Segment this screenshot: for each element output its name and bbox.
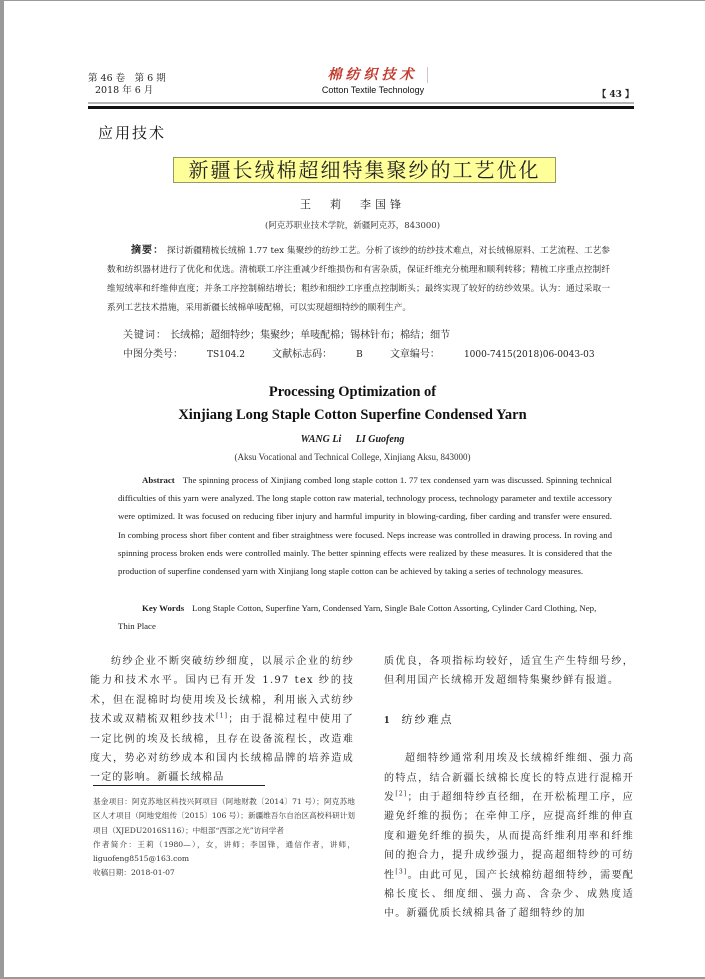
- keywords-en: [118, 599, 612, 635]
- footnote-author-bio: 作者简介：王莉（1980—），女，讲师；李国锋，通信作者，讲师，liguofeng8515@163.com: [93, 839, 355, 864]
- issue-date: 2018 年 6 月: [95, 85, 154, 96]
- abstract-cn-label: 摘要：: [131, 245, 165, 256]
- authors-cn: 王 莉 李国锋: [300, 198, 405, 211]
- journal-logo: 棉纺织技术: [318, 67, 428, 83]
- body-text: 纺纱企业不断突破纺纱细度，以展示企业的纺纱能力和技术水平。国内已有开发 1.97 tex 纱的技术，但在混棉时均使用埃及长绒棉，利用嵌入式纺纱技术或双精梳双粗纱技术: [90, 656, 354, 726]
- authors-en: [0, 434, 705, 445]
- keywords-cn-text: 长绒棉；超细特纱；集聚纱；单唛配棉；锡林针布；棉结；细节: [170, 330, 451, 341]
- body-text: ；由于超细特纱直径细，在开松梳理工序，应避免纤维的损伤；在牵伸工序，应提高纤维的伸直度和避免纤维的损失，从而提高纤维利用率和纤维间的抱合力，提升成纱强力，提高超细特纱的可纺性: [384, 792, 635, 881]
- abstract-en-label: Abstract: [142, 475, 175, 485]
- article-no: [390, 349, 595, 360]
- footnote-received: 收稿日期：2018-01-07: [93, 868, 175, 878]
- keywords-en-label: Key Words: [142, 603, 185, 613]
- page-number: 【 43 】: [597, 90, 634, 100]
- volume-issue: 第 46 卷 第 6 期: [88, 73, 166, 84]
- section-heading: [384, 710, 634, 730]
- keywords-cn-label: 关键词：: [123, 330, 167, 341]
- article-no-value: 1000-7415(2018)06-0043-03: [463, 350, 595, 360]
- title-en-line2: Xinjiang Long Staple Cotton Superfine Condensed Yarn: [178, 407, 527, 423]
- classification-line: [123, 346, 613, 364]
- footnote-funding: 基金项目：阿克苏地区科技兴阿项目（阿地财教〔2014〕71 号）；阿克苏地区人才项目（阿地党组传〔2015〕106 号）；新疆维吾尔自治区高校科研计划项目（XJEDU2016S116）；中组部“西部之光”访问学者: [93, 797, 355, 835]
- header-rule-thick: [88, 106, 634, 109]
- issue-info: [88, 73, 166, 97]
- body-paragraph: [384, 749, 634, 924]
- journal-masthead: [318, 67, 428, 96]
- section-tag: 应用技术: [98, 124, 167, 142]
- body-text: 。由此可见，国产长绒棉纺超细特纱，需要配棉长度长、细度细、强力高、含杂少、成熟度适中。新疆优质长绒棉具备了超细特纱的加: [384, 869, 634, 920]
- abstract-en-text: The spinning process of Xinjiang combed long staple cotton 1. 77 tex condensed yarn was discussed. Spinning technical difficulties of this yarn were analyzed. The long staple cotton raw material, technology process, technology parameter and textile accessory were optimized. It was focused on reducing fiber injury and harmful impurity in blowing-carding, fiber carding and transfer were ensured. In combing process short fiber content and fiber straightness were focused. Neps increase was controlled in drawing process. In roving and spinning process broken ends were controlled mainly. The better spinning effects were realized by these measures. It is considered that the production of superfine condensed yarn with Xinjiang long staple cotton can be achieved by taking a series of technology measures.: [118, 475, 612, 577]
- journal-name-en: Cotton Textile Technology: [321, 85, 425, 95]
- footnote-divider: [93, 785, 265, 786]
- clc-value: TS104.2: [207, 350, 245, 360]
- header-rule-thin: [88, 102, 634, 104]
- clc: [123, 349, 245, 360]
- author-en: LI Guofeng: [355, 434, 405, 445]
- author-en: WANG Li: [300, 434, 342, 445]
- body-paragraph: 质优良，各项指标均较好，适宜生产生特细号纱，但利用国产长绒棉开发超细特集聚纱鲜有报道。: [384, 656, 634, 687]
- body-column-right: [384, 652, 634, 924]
- viewer-border-top: [0, 0, 705, 1]
- section-title: 纺纱难点: [401, 712, 454, 726]
- body-text: ；由于混棉过程中使用了一定比例的埃及长绒棉，且存在设备流程长，改造难度大，势必对纺纱成本和国内长绒棉品牌的培养造成一定的影响。新疆长绒棉品: [90, 714, 354, 784]
- citation-ref[interactable]: [2]: [395, 790, 408, 798]
- abstract-en: [118, 471, 612, 580]
- citation-ref[interactable]: [1]: [216, 712, 229, 720]
- article-title-cn: 新疆长绒棉超细特集聚纱的工艺优化: [173, 157, 556, 183]
- abstract-cn-text: 探讨新疆精梳长绒棉 1.77 tex 集聚纱的纺纱工艺。分析了该纱的纺纱技术难点，对长绒棉原料、工艺流程、工艺参数和纺织器材进行了优化和优选。清梳联工序注重减少纤维损伤和有害杂质，保证纤维充分梳理和顺利转移；精梳工序重点控制纤维短绒率和纤维伸直度；并条工序控制棉结增长；粗纱和细纱工序重点控制断头；最终实现了较好的纺纱效果。认为：通过采取一系列工艺技术措施，采用新疆长绒棉单唛配棉，可以实现超细特纱的顺利生产。: [107, 246, 610, 313]
- body-column-left: [90, 652, 354, 788]
- section-number: 1: [384, 713, 392, 726]
- doc-code-value: B: [356, 350, 363, 360]
- body-paragraph: [90, 652, 354, 788]
- abstract-cn: [107, 241, 610, 318]
- affiliation-cn: (阿克苏职业技术学院，新疆阿克苏，843000): [264, 221, 441, 231]
- keywords-cn: [123, 327, 613, 345]
- article-no-label: 文章编号：: [389, 349, 440, 360]
- affiliation-en: (Aksu Vocational and Technical College, Xinjiang Aksu, 843000): [234, 452, 471, 462]
- viewer-border-left: [0, 1, 4, 979]
- doc-code: [272, 349, 363, 360]
- clc-label: 中图分类号：: [123, 349, 183, 360]
- footnotes: [93, 795, 355, 881]
- body-text: 超细特纱通常利用埃及长绒棉纤维细、强力高的特点，结合新疆长绒棉长度长的特点进行混棉开发: [384, 753, 634, 804]
- doc-code-label: 文献标志码：: [272, 349, 333, 360]
- citation-ref[interactable]: [3]: [395, 868, 408, 876]
- article-title-en: [0, 381, 705, 427]
- keywords-en-text: Long Staple Cotton, Superfine Yarn, Condensed Yarn, Single Bale Cotton Assorting, Cylinder Card Clothing, Nep, Thin Place: [118, 603, 597, 632]
- title-en-line1: Processing Optimization of: [268, 384, 437, 400]
